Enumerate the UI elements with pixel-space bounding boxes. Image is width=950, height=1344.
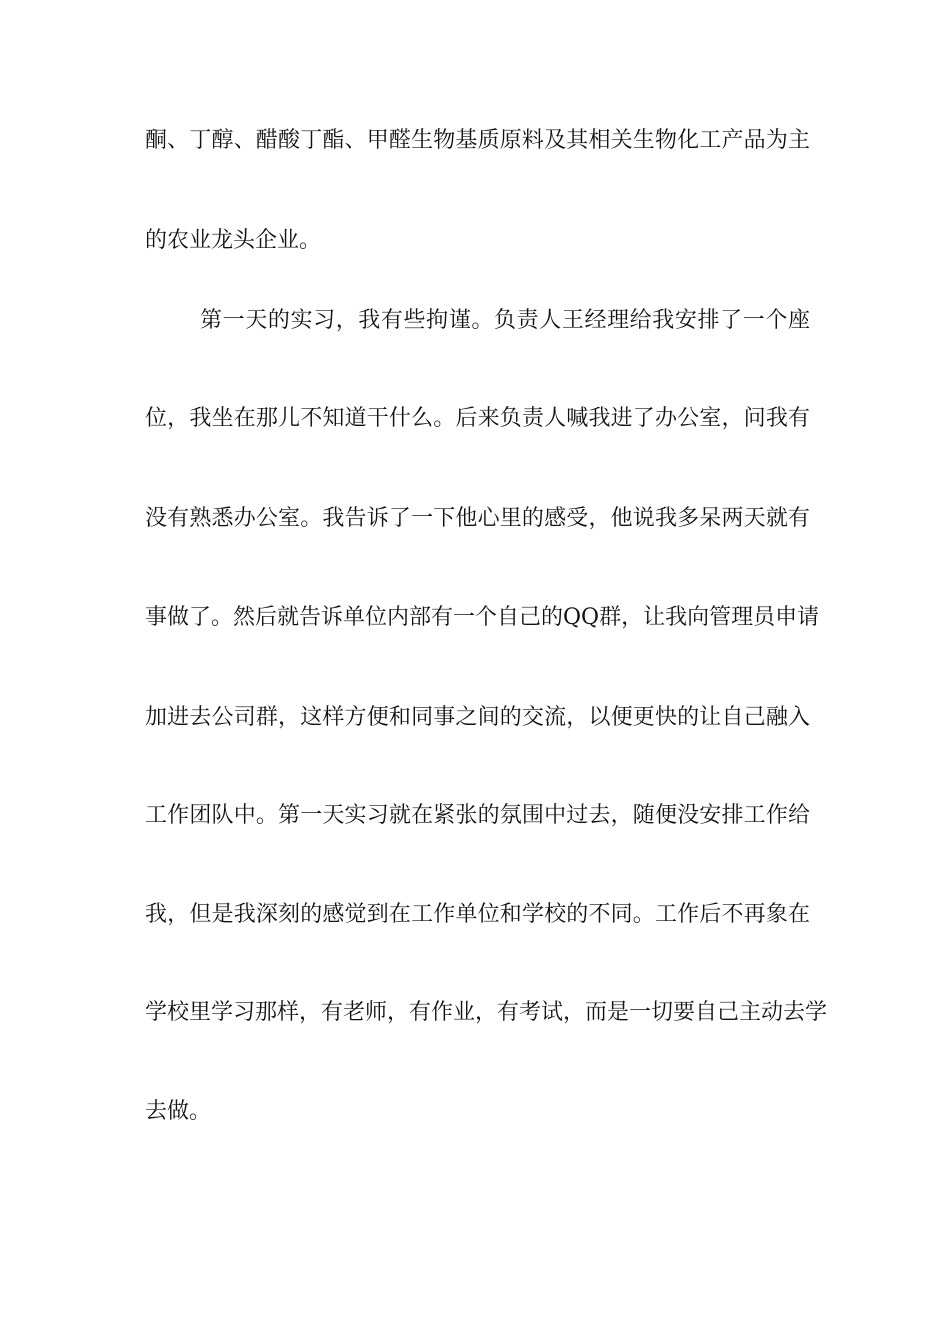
text-line: 没有熟悉办公室。我告诉了一下他心里的感受，他说我多呆两天就有 [145, 506, 810, 531]
text-line: 学校里学习那样，有老师，有作业，有考试，而是一切要自己主动去学 [145, 1000, 828, 1025]
text-line: 位，我坐在那儿不知道干什么。后来负责人喊我进了办公室，问我有 [145, 406, 810, 431]
text-line: 事做了。然后就告诉单位内部有一个自己的QQ群，让我向管理员申请 [145, 605, 820, 630]
text-line: 的农业龙头企业。 [145, 228, 322, 253]
text-line: 加进去公司群，这样方便和同事之间的交流，以便更快的让自己融入 [145, 705, 810, 730]
text-line: 酮、丁醇、醋酸丁酯、甲醛生物基质原料及其相关生物化工产品为主 [145, 128, 810, 153]
text-line: 去做。 [145, 1099, 212, 1124]
text-line: 我，但是我深刻的感觉到在工作单位和学校的不同。工作后不再象在 [145, 902, 810, 927]
text-line: 工作团队中。第一天实习就在紧张的氛围中过去，随便没安排工作给 [145, 803, 810, 828]
paragraph-first-line: 第一天的实习，我有些拘谨。负责人王经理给我安排了一个座 [200, 308, 810, 333]
